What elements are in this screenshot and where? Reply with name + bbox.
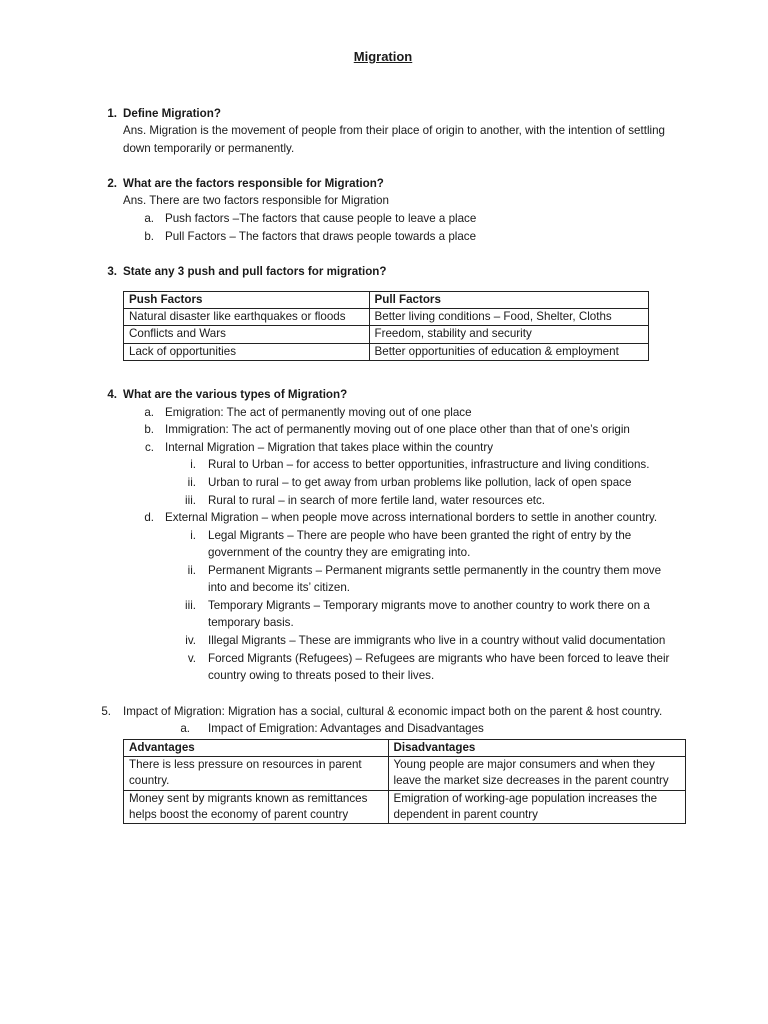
list-marker: b. — [144, 423, 154, 436]
sublist-item: Illegal Migrants – These are immigrants who live in a country without valid documentation — [208, 634, 666, 647]
list-item: Immigration: The act of permanently moving out of one place other than that of one’s origin — [165, 423, 630, 436]
sublist-marker: iii. — [185, 599, 196, 612]
table-cell: Better living conditions – Food, Shelter, Cloths — [369, 309, 648, 326]
q3-number: 3. — [107, 265, 117, 278]
push-pull-table — [123, 291, 649, 361]
list-marker: a. — [144, 212, 154, 225]
table-header-cell: Pull Factors — [369, 292, 648, 309]
cell-line: leave the market size decreases in the parent country — [393, 774, 669, 788]
table-row — [124, 343, 649, 360]
q1-answer-line: down temporarily or permanently. — [123, 142, 295, 155]
list-item: Internal Migration – Migration that takes place within the country — [165, 441, 494, 454]
sublist-marker: iii. — [185, 494, 196, 507]
table-cell — [388, 790, 685, 823]
sublist-item-continued: temporary basis. — [208, 616, 294, 629]
sublist-item: Temporary Migrants – Temporary migrants move to another country to work there on a — [208, 599, 650, 612]
table-cell: Lack of opportunities — [124, 343, 370, 360]
table-cell: Conflicts and Wars — [124, 326, 370, 343]
list-marker: b. — [144, 230, 154, 243]
list-item: Emigration: The act of permanently moving out of one place — [165, 406, 472, 419]
table-row — [124, 757, 686, 790]
sublist-item: Urban to rural – to get away from urban problems like pollution, lack of open space — [208, 476, 632, 489]
q5-text: Impact of Migration: Migration has a social, cultural & economic impact both on the parent & host country. — [123, 705, 663, 718]
q1-number: 1. — [107, 107, 117, 120]
sublist-item-continued: into and become its’ citizen. — [208, 581, 350, 594]
table-row — [124, 326, 649, 343]
list-marker: c. — [144, 441, 154, 454]
sublist-item: Legal Migrants – There are people who have been granted the right of entry by the — [208, 529, 632, 542]
list-item: Impact of Emigration: Advantages and Disadvantages — [208, 722, 484, 735]
cell-line: Young people are major consumers and when they — [393, 758, 655, 772]
q4-question: What are the various types of Migration? — [123, 388, 348, 401]
table-header-cell: Advantages — [124, 740, 389, 757]
cell-line: helps boost the economy of parent country — [129, 807, 349, 821]
q5-number: 5. — [101, 705, 111, 718]
list-item: Pull Factors – The factors that draws people towards a place — [165, 230, 477, 243]
table-row — [124, 309, 649, 326]
emigration-impact-table — [123, 739, 686, 824]
cell-line: Money sent by migrants known as remittances — [129, 791, 368, 805]
sublist-marker: v. — [187, 652, 196, 665]
table-cell: Freedom, stability and security — [369, 326, 648, 343]
table-header-row — [124, 292, 649, 309]
sublist-marker: i. — [190, 458, 196, 471]
page-title: Migration — [353, 49, 413, 64]
sublist-item: Forced Migrants (Refugees) – Refugees are migrants who have been forced to leave their — [208, 652, 670, 665]
list-item: Push factors –The factors that cause people to leave a place — [165, 212, 477, 225]
q2-answer: Ans. There are two factors responsible for Migration — [123, 194, 389, 207]
sublist-marker: ii. — [187, 564, 196, 577]
cell-line: country. — [129, 774, 170, 788]
sublist-item: Rural to Urban – for access to better opportunities, infrastructure and living conditions. — [208, 458, 650, 471]
q3-question: State any 3 push and pull factors for migration? — [123, 265, 387, 278]
sublist-item: Permanent Migrants – Permanent migrants settle permanently in the country them move — [208, 564, 662, 577]
cell-line: dependent in parent country — [393, 807, 538, 821]
list-marker: a. — [180, 722, 190, 735]
table-cell — [388, 757, 685, 790]
q2-question: What are the factors responsible for Migration? — [123, 177, 384, 190]
sublist-item: Rural to rural – in search of more fertile land, water resources etc. — [208, 494, 546, 507]
q1-question: Define Migration? — [123, 107, 221, 120]
table-cell: Natural disaster like earthquakes or floods — [124, 309, 370, 326]
list-marker: a. — [144, 406, 154, 419]
q1-answer-line: Ans. Migration is the movement of people from their place of origin to another, with the intention of settling — [123, 124, 665, 137]
sublist-item-continued: government of the country they are emigrating into. — [208, 546, 471, 559]
sublist-marker: ii. — [187, 476, 196, 489]
table-header-cell: Disadvantages — [388, 740, 685, 757]
sublist-marker: iv. — [185, 634, 196, 647]
table-header-row — [124, 740, 686, 757]
list-marker: d. — [144, 511, 154, 524]
sublist-marker: i. — [190, 529, 196, 542]
sublist-item-continued: country owing to threats posed to their lives. — [208, 669, 435, 682]
table-cell — [124, 757, 389, 790]
table-cell: Better opportunities of education & employment — [369, 343, 648, 360]
cell-line: Emigration of working-age population increases the — [393, 791, 658, 805]
q2-number: 2. — [107, 177, 117, 190]
list-item: External Migration – when people move across international borders to settle in another country. — [165, 511, 658, 524]
cell-line: There is less pressure on resources in parent — [129, 758, 362, 772]
table-cell — [124, 790, 389, 823]
table-row — [124, 790, 686, 823]
q4-number: 4. — [107, 388, 117, 401]
table-header-cell: Push Factors — [124, 292, 370, 309]
